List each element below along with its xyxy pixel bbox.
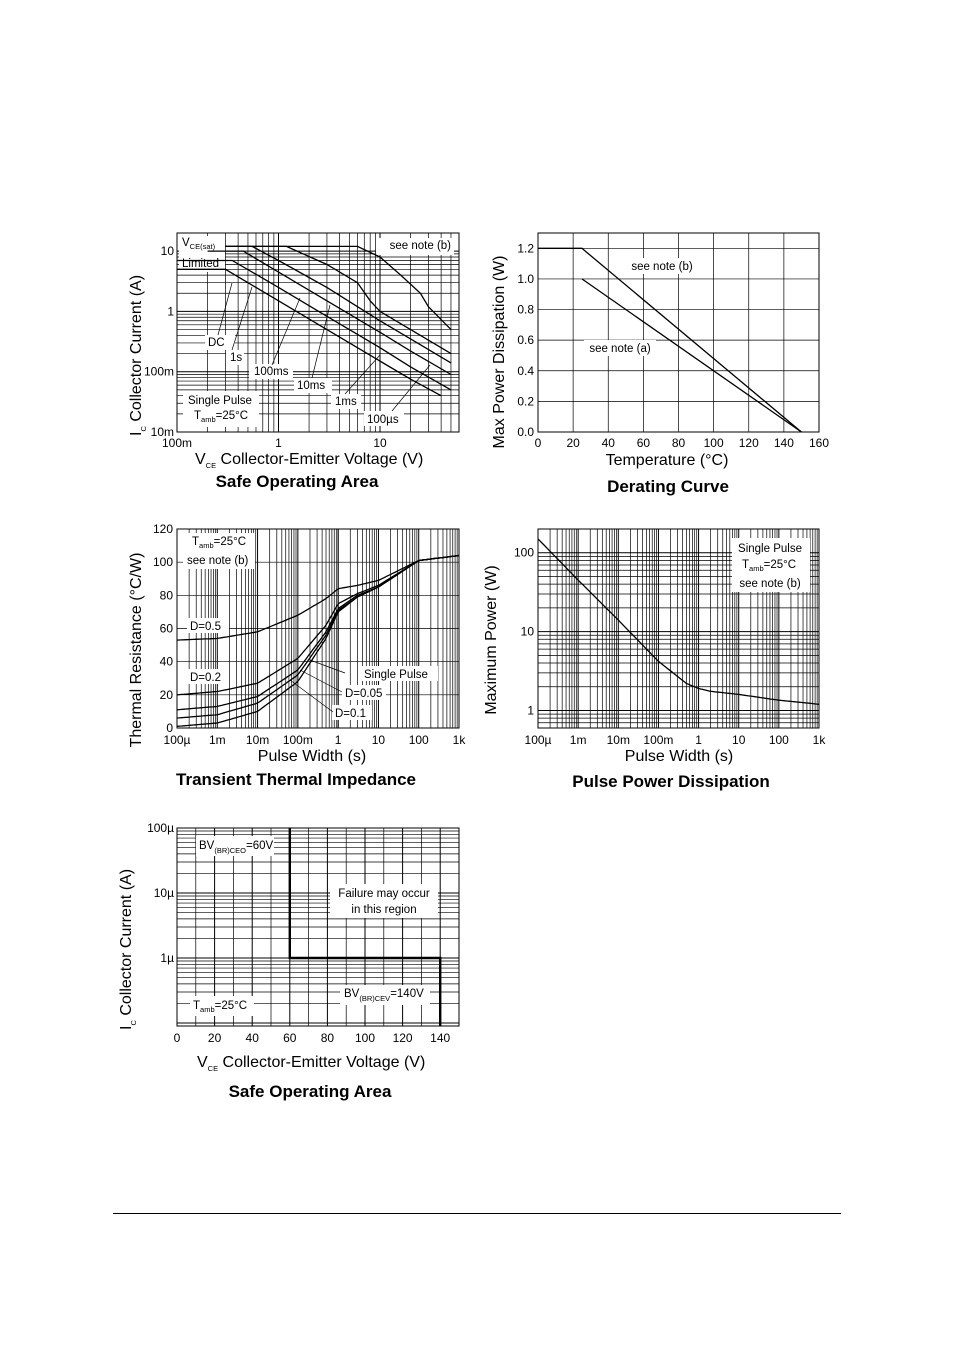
y-tick-label: 100	[513, 545, 534, 560]
x-tick-label: 40	[601, 436, 615, 450]
x-tick-label: 100	[354, 1031, 376, 1045]
soa-chart	[128, 233, 459, 491]
x-tick-label: 60	[283, 1031, 297, 1045]
y-tick-label: 1µ	[160, 951, 174, 966]
derating-chart	[491, 233, 829, 496]
x-tick-label: 1	[695, 733, 702, 747]
series-label: 10ms	[297, 380, 326, 392]
leader-line	[218, 283, 232, 335]
tamb-label: $T_{amb}=25^\circ C$	[194, 410, 249, 424]
x-axis-label: $V_{CE}$ Collector-Emitter Voltage (V)	[195, 451, 424, 470]
x-tick-label: 60	[636, 436, 651, 450]
x-tick-label: 1m	[208, 733, 226, 747]
x-tick-label: 0	[534, 436, 542, 450]
y-tick-label: 0.2	[517, 394, 534, 409]
leader-line	[300, 670, 342, 692]
pulse-power-chart	[483, 529, 826, 791]
y-tick-label: 0.0	[517, 425, 534, 439]
failure-label: in this region	[351, 904, 417, 916]
x-tick-label: 10	[373, 436, 387, 450]
series-label: 100ms	[254, 366, 289, 378]
note-label: see note (b)	[739, 578, 801, 590]
y-tick-label: 0.4	[517, 363, 534, 378]
x-tick-label: 120	[738, 436, 759, 450]
y-tick-label: 40	[159, 654, 173, 669]
y-tick-label: 120	[152, 522, 173, 536]
y-tick-label: 100	[152, 555, 173, 570]
y-tick-label: 1.2	[517, 241, 534, 256]
x-tick-label: 20	[207, 1031, 222, 1045]
x-tick-label: 0	[173, 1031, 181, 1045]
leader-line	[312, 305, 330, 378]
series-label: D=0.05	[345, 688, 383, 700]
x-tick-label: 1k	[452, 733, 466, 747]
x-tick-label: 40	[245, 1031, 259, 1045]
y-tick-label: 100µ	[147, 821, 174, 835]
x-tick-label: 1	[275, 436, 282, 450]
x-tick-label: 100m	[282, 733, 313, 747]
y-axis-label: Thermal Resistance (°C/W)	[128, 552, 145, 748]
x-tick-label: 120	[392, 1031, 413, 1045]
x-tick-label: 80	[671, 436, 686, 450]
y-tick-label: 0.8	[517, 302, 534, 317]
y-tick-label: 10µ	[153, 886, 174, 901]
y-tick-label: 1	[167, 304, 174, 319]
x-axis-label: Temperature (°C)	[605, 452, 729, 469]
y-tick-label: 10m	[150, 425, 174, 439]
y-tick-label: 60	[159, 621, 173, 636]
series-label: see note (b)	[631, 261, 693, 273]
x-tick-label: 100	[703, 436, 724, 450]
y-axis-label: Maximum Power (W)	[483, 565, 500, 715]
thermal-chart	[128, 522, 466, 789]
x-tick-label: 20	[566, 436, 580, 450]
x-tick-label: 100m	[643, 733, 674, 747]
y-tick-label: 1	[527, 703, 534, 718]
series-label: D=0.5	[190, 621, 222, 633]
x-tick-label: 100µ	[524, 733, 552, 747]
chart-title: Transient Thermal Impedance	[176, 770, 416, 789]
y-axis-label-group	[118, 869, 138, 1030]
x-tick-label: 1	[334, 733, 342, 747]
x-tick-label: 10m	[606, 733, 630, 747]
tamb-label: $T_{amb}=25^\circ C$	[192, 536, 247, 550]
series-label: DC	[208, 337, 225, 349]
x-axis-label: Pulse Width (s)	[624, 748, 734, 765]
x-axis-label: $V_{CE}$ Collector-Emitter Voltage (V)	[197, 1054, 426, 1073]
y-axis-label: Max Power Dissipation (W)	[491, 255, 508, 449]
note-label: see note (b)	[187, 555, 249, 567]
x-tick-label: 140	[773, 436, 794, 450]
leader-line	[290, 680, 333, 712]
chart-title: Pulse Power Dissipation	[572, 772, 770, 791]
x-tick-label: 100µ	[163, 733, 191, 747]
series-label: Single Pulse	[364, 669, 428, 681]
series-label: 1s	[230, 352, 243, 364]
series-label: D=0.1	[335, 708, 367, 720]
y-tick-label: 10	[160, 244, 174, 259]
x-tick-label: 100	[768, 733, 789, 747]
y-tick-label: 20	[159, 687, 173, 702]
failure-label: Failure may occur	[338, 888, 430, 900]
y-tick-label: 10	[520, 624, 534, 639]
x-tick-label: 10m	[245, 733, 270, 747]
bvcev-label: $BV_{(BR)CEV}=140V$	[344, 988, 424, 1003]
vce-sat-label: $V_{CE(sat)}$	[182, 237, 216, 251]
x-tick-label: 80	[320, 1031, 335, 1045]
leader-line	[232, 287, 252, 350]
chart-title: Derating Curve	[607, 477, 729, 496]
y-tick-label: 80	[159, 588, 173, 603]
series-label: see note (a)	[589, 343, 651, 355]
footer-rule	[113, 1213, 841, 1214]
note-label: see note (b)	[389, 240, 451, 252]
y-tick-label: 0	[166, 721, 173, 735]
x-tick-label: 100	[408, 733, 429, 747]
x-tick-label: 160	[808, 436, 830, 450]
series-label: 100µs	[367, 414, 399, 426]
bvceo-label: $BV_{(BR)CEO}=60V$	[199, 840, 274, 855]
soa-breakdown-chart	[118, 821, 459, 1101]
y-axis-label: $I_C$ Collector Current (A)	[118, 868, 138, 1030]
series-line-10ms	[225, 246, 451, 363]
x-axis-label: Pulse Width (s)	[257, 748, 367, 765]
single-pulse-label: Single Pulse	[188, 395, 252, 407]
y-tick-label: 0.6	[517, 333, 534, 348]
x-tick-label: 100m	[161, 436, 193, 450]
y-tick-label: 1.0	[517, 271, 534, 286]
x-tick-label: 1m	[569, 733, 587, 747]
tamb-label: $T_{amb}=25^\circ C$	[742, 559, 797, 573]
x-tick-label: 10	[371, 733, 386, 747]
series-label: 1ms	[335, 396, 357, 408]
x-tick-label: 140	[430, 1031, 451, 1045]
tamb-label: $T_{amb}=25^\circ C$	[193, 1000, 248, 1014]
limited-label: Limited	[182, 258, 220, 270]
y-axis-label: $I_C$ Collector Current (A)	[128, 274, 148, 436]
leader-line	[272, 298, 300, 365]
series-line-1ms	[225, 246, 451, 353]
chart-title: Safe Operating Area	[228, 1082, 392, 1101]
y-axis-label-group	[128, 275, 148, 436]
chart-title: Safe Operating Area	[215, 472, 379, 491]
y-tick-label: 100m	[143, 364, 174, 379]
x-tick-label: 10	[732, 733, 746, 747]
single-pulse-label: Single Pulse	[738, 543, 802, 555]
series-label: D=0.2	[190, 672, 222, 684]
x-tick-label: 1k	[812, 733, 826, 747]
